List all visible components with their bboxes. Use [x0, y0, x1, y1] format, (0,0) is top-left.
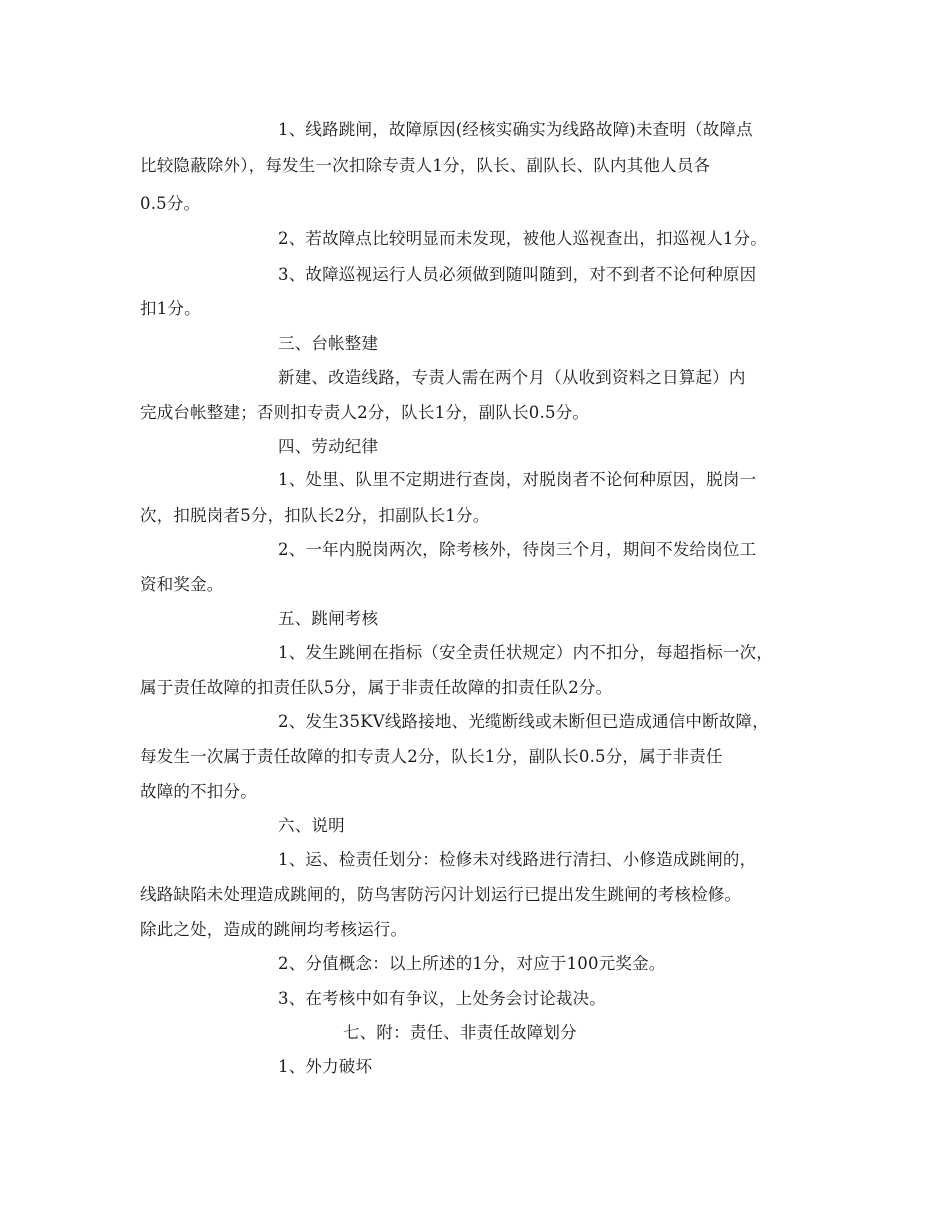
section-heading: 七、附：责任、非责任故障划分 [343, 1023, 577, 1042]
section-heading: 四、劳动纪律 [278, 437, 379, 456]
section-heading: 六、说明 [278, 816, 345, 835]
paragraph-line: 2、若故障点比较明显而未发现，被他人巡视查出，扣巡视人1分。 [278, 229, 767, 248]
paragraph-line: 1、处里、队里不定期进行查岗，对脱岗者不论何种原因，脱岗一 [278, 470, 757, 489]
paragraph-line: 2、分值概念：以上所述的1分，对应于100元奖金。 [278, 954, 666, 973]
paragraph-line: 3、在考核中如有争议，上处务会讨论裁决。 [278, 989, 606, 1008]
paragraph-line: 1、运、检责任划分：检修未对线路进行清扫、小修造成跳闸的， [278, 850, 757, 869]
paragraph-line: 2、一年内脱岗两次，除考核外，待岗三个月，期间不发给岗位工 [278, 540, 757, 559]
paragraph-line: 资和奖金。 [140, 575, 224, 594]
section-heading: 五、跳闸考核 [278, 609, 379, 628]
paragraph-line: 线路缺陷未处理造成跳闸的，防鸟害防污闪计划运行已提出发生跳闸的考核检修。 [140, 885, 742, 904]
paragraph-line: 除此之处，造成的跳闸均考核运行。 [140, 920, 408, 939]
paragraph-line: 次，扣脱岗者5分，扣队长2分，扣副队长1分。 [140, 506, 490, 525]
paragraph-line: 新建、改造线路，专责人需在两个月（从收到资料之日算起）内 [278, 368, 746, 387]
paragraph-line: 属于责任故障的扣责任队5分，属于非责任故障的扣责任队2分。 [140, 678, 613, 697]
paragraph-line: 每发生一次属于责任故障的扣专责人2分，队长1分，副队长0.5分，属于非责任 [140, 747, 723, 766]
paragraph-line: 故障的不扣分。 [140, 782, 257, 801]
paragraph-line: 3、故障巡视运行人员必须做到随叫随到，对不到者不论何种原因 [278, 265, 757, 284]
paragraph-line: 1、线路跳闸，故障原因(经核实确实为线路故障)未查明（故障点 [278, 120, 753, 139]
paragraph-line: 1、发生跳闸在指标（安全责任状规定）内不扣分，每超指标一次， [278, 643, 773, 662]
paragraph-line: 1、外力破坏 [278, 1057, 373, 1076]
paragraph-line: 0.5分。 [140, 194, 201, 213]
paragraph-line: 2、发生35KV线路接地、光缆断线或未断但已造成通信中断故障， [278, 712, 769, 731]
section-heading: 三、台帐整建 [278, 334, 379, 353]
paragraph-line: 完成台帐整建；否则扣专责人2分，队长1分，副队长0.5分。 [140, 403, 590, 422]
paragraph-line: 比较隐蔽除外），每发生一次扣除专责人1分，队长、副队长、队内其他人员各 [140, 156, 711, 175]
paragraph-line: 扣1分。 [140, 299, 201, 318]
